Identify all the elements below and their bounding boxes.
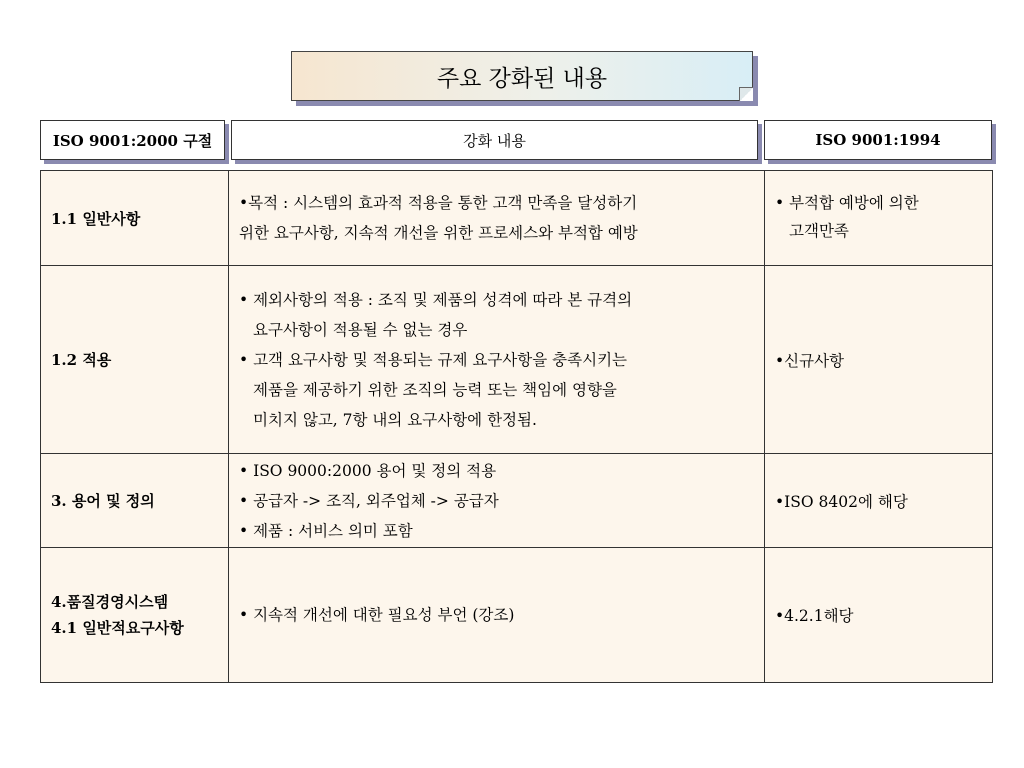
content-line: • 고객 요구사항 및 적용되는 규제 요구사항을 충족시키는 xyxy=(239,350,628,369)
clause-text: 4.품질경영시스템 xyxy=(51,593,169,611)
table-row-4 xyxy=(40,547,993,683)
content-line: • 공급자 -> 조직, 외주업체 -> 공급자 xyxy=(239,491,499,510)
old-standard-cell xyxy=(765,548,992,682)
old-standard-cell xyxy=(765,266,992,453)
clause-text: 1.1 일반사항 xyxy=(51,209,141,228)
table-row-3 xyxy=(40,453,993,547)
page-title-text: 주요 강화된 내용 xyxy=(436,65,608,92)
header-content: 강화 내용 xyxy=(231,120,758,160)
content-cell xyxy=(229,171,765,265)
header-old-standard: ISO 9001:1994 xyxy=(764,120,992,160)
content-line: • 지속적 개선에 대한 필요성 부언 (강조) xyxy=(239,606,515,624)
content-line: 미치지 않고, 7항 내의 요구사항에 한정됨. xyxy=(253,410,537,429)
old-standard-line: •4.2.1해당 xyxy=(775,607,854,625)
clause-cell xyxy=(41,266,229,453)
content-cell xyxy=(229,548,765,682)
clause-text: 3. 용어 및 정의 xyxy=(51,492,155,510)
old-standard-cell xyxy=(765,171,992,265)
table-row-1 xyxy=(40,170,993,265)
table-row-2 xyxy=(40,265,993,453)
content-line: 요구사항이 적용될 수 없는 경우 xyxy=(253,320,468,339)
old-standard-line: •ISO 8402에 해당 xyxy=(775,492,908,511)
content-line: •목적 : 시스템의 효과적 적용을 통한 고객 만족을 달성하기 xyxy=(239,194,638,212)
old-standard-cell xyxy=(765,454,992,547)
clause-text: 4.1 일반적요구사항 xyxy=(51,619,184,637)
content-line: • 제외사항의 적용 : 조직 및 제품의 성격에 따라 본 규격의 xyxy=(239,290,633,309)
content-line: 위한 요구사항, 지속적 개선을 위한 프로세스와 부적합 예방 xyxy=(239,224,638,242)
content-line: 제품을 제공하기 위한 조직의 능력 또는 책임에 영향을 xyxy=(253,380,617,399)
clause-cell xyxy=(41,548,229,682)
header-clause: ISO 9001:2000 구절 xyxy=(40,120,225,160)
content-line: • 제품 : 서비스 의미 포함 xyxy=(239,521,413,540)
old-standard-line: •신규사항 xyxy=(775,351,845,370)
page-title xyxy=(291,51,753,101)
clause-text: 1.2 적용 xyxy=(51,351,112,369)
content-line: • ISO 9000:2000 용어 및 정의 적용 xyxy=(239,461,497,480)
clause-cell xyxy=(41,171,229,265)
old-standard-line: 고객만족 xyxy=(789,222,849,240)
old-standard-line: • 부적합 예방에 의한 xyxy=(775,194,919,212)
page-curl-decoration xyxy=(739,87,753,101)
content-cell xyxy=(229,266,765,453)
clause-cell xyxy=(41,454,229,547)
content-cell xyxy=(229,454,765,547)
